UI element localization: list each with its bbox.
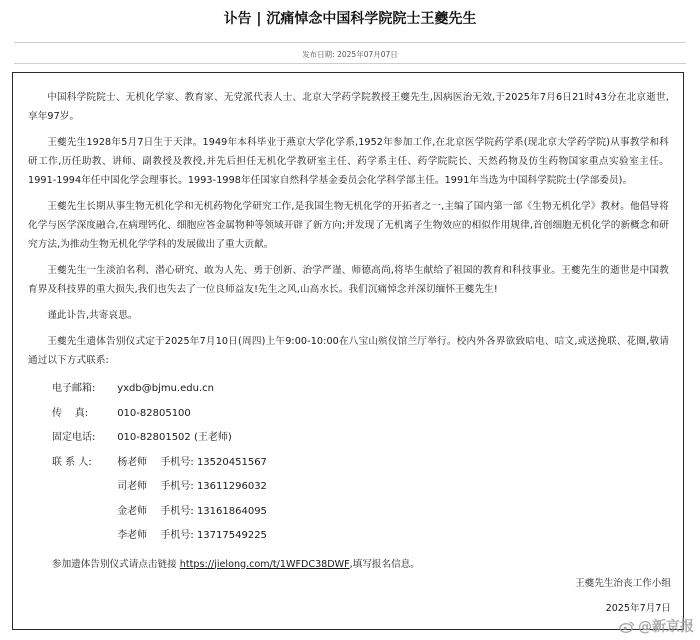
person-name: 李老师	[117, 530, 148, 541]
registration-line	[28, 555, 669, 574]
signature-date: 2025年7月7日	[605, 603, 671, 614]
divider	[14, 63, 686, 64]
registration-prefix: 参加遗体告别仪式请点击链接	[52, 558, 180, 570]
contact-person-row	[52, 524, 669, 549]
watermark-text: @新京报	[638, 619, 694, 635]
publish-date: 2025年07月07日	[337, 50, 398, 59]
obituary-notice	[12, 72, 684, 630]
contact-person-row	[52, 475, 669, 500]
weibo-icon	[619, 620, 635, 633]
mobile-label: 手机号:	[160, 481, 194, 492]
email-label: 电子邮箱:	[52, 383, 96, 394]
phone-label: 固定电话:	[52, 432, 96, 443]
mobile-number: 13161864095	[196, 505, 267, 517]
mobile-label: 手机号:	[160, 530, 194, 541]
watermark	[619, 616, 694, 636]
people-label: 联 系 人:	[52, 456, 92, 468]
divider	[14, 42, 686, 43]
contact-email-row	[52, 377, 669, 402]
contact-fax-row	[52, 402, 669, 427]
person-name: 杨老师	[117, 456, 148, 468]
mobile-label: 手机号:	[160, 456, 194, 468]
paragraph-tribute: 王夔先生一生淡泊名利、潜心研究、敢为人先、勇于创新、治学严谨、师德高尚,将毕生献给了祖国的教育和科技事业。王夔先生的逝世是中国教育界及科技界的重大损失,我们也失去了一位良师益友!先生之风,山高水长。我们沉痛悼念并深切缅怀王夔先生!	[28, 265, 669, 295]
page-title: 讣告 | 沉痛悼念中国科学院院士王夔先生	[223, 11, 477, 27]
paragraph-closing: 谨此讣告,共寄哀思。	[47, 310, 138, 321]
person-name: 金老师	[117, 505, 148, 517]
contact-info	[28, 377, 669, 549]
fax-label: 传 真:	[52, 407, 89, 419]
mobile-label: 手机号:	[160, 505, 194, 517]
mobile-number: 13520451567	[196, 456, 267, 468]
phone-value: 010-82801502 (王老师)	[117, 432, 232, 443]
registration-suffix: ,填写报名信息。	[349, 558, 420, 570]
mobile-number: 13611296032	[196, 481, 267, 492]
signature-org: 王夔先生治丧工作小组	[575, 578, 671, 589]
email-value[interactable]: yxdb@bjmu.edu.cn	[117, 383, 214, 394]
paragraph-biography: 王夔先生1928年5月7日生于天津。1949年本科毕业于燕京大学化学系,1952年参加工作,在北京医学院药学系(现北京大学药学院)从事教学和科研工作,历任助教、讲师、副教授及教授,并先后担任无机化学教研室主任、药学系主任、药学院院长、天然药物及仿生药物国家重点实验室主任。1991-1994年任中国化学会理事长。1993-1998年任国家自然科学基金委员会化学科学部主任。1991年当选为中国科学院院士(学部委员)。	[28, 137, 669, 186]
contact-phone-row	[52, 426, 669, 451]
person-name: 司老师	[117, 481, 148, 492]
signature-block	[575, 571, 671, 621]
mobile-number: 13717549225	[196, 530, 267, 541]
registration-link[interactable]: https://jielong.com/t/1WFDC38DWF	[179, 558, 350, 570]
contact-person-row	[52, 451, 669, 476]
paragraph-announcement: 中国科学院院士、无机化学家、教育家、无党派代表人士、北京大学药学院教授王夔先生,因病医治无效,于2025年7月6日21时43分在北京逝世,享年97岁。	[28, 92, 669, 122]
publish-info	[0, 49, 700, 60]
fax-value: 010-82805100	[117, 407, 191, 419]
publish-label: 发布日期:	[302, 50, 335, 59]
paragraph-research: 王夔先生长期从事生物无机化学和无机药物化学研究工作,是我国生物无机化学的开拓者之一,主编了国内第一部《生物无机化学》教材。他倡导将化学与医学深度融合,在病理钙化、细胞应答金属物种等领域开辟了新方向;并发现了无机离子生物效应的相似作用规律,首创细胞无机化学的新概念和研究方法,为推动生物无机化学学科的发展做出了重大贡献。	[28, 201, 669, 250]
contact-person-row	[52, 500, 669, 525]
paragraph-ceremony: 王夔先生遗体告别仪式定于2025年7月10日(周四)上午9:00-10:00在八宝山殡仪馆兰厅举行。校内外各界欲致唁电、唁文,或送挽联、花圈,敬请通过以下方式联系:	[28, 336, 669, 366]
